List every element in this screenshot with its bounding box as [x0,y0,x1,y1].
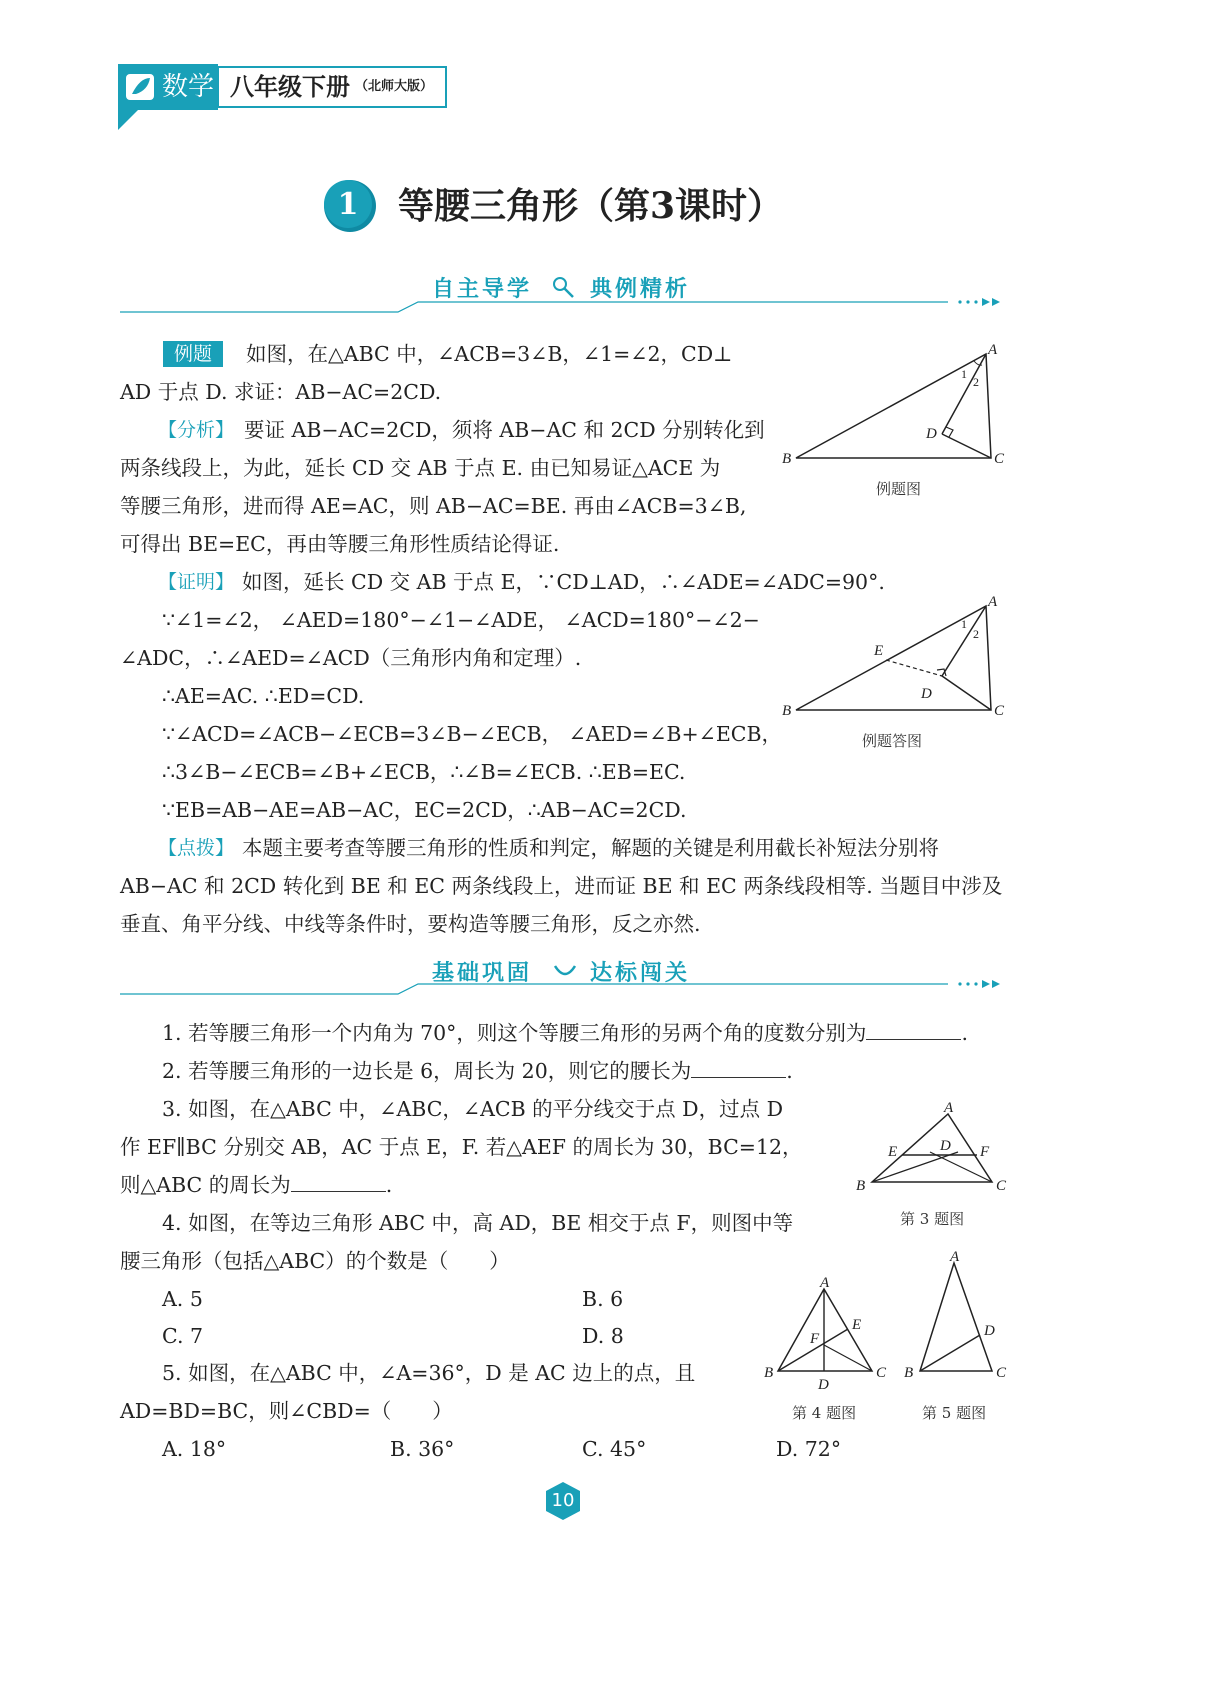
section2-right: 达标闯关 [590,961,691,986]
svg-text:C: C [994,451,1005,467]
svg-text:B: B [764,1365,774,1381]
example-answer-figure [778,590,1008,725]
svg-text:E: E [852,1317,862,1333]
svg-text:E: E [888,1144,898,1160]
question-3-line3: 则△ABC 的周长为 . [120,1165,392,1206]
svg-text:C: C [876,1365,887,1381]
svg-text:A: A [988,342,998,358]
question-2-text: 2. 若等腰三角形的一边长是 6，周长为 20，则它的腰长为 [162,1059,692,1083]
svg-text:D: D [926,426,937,442]
proof-line2: ∵∠1=∠2， ∠AED=180°−∠1−∠ADE， ∠ACD=180°−∠2− [162,608,760,632]
svg-text:1: 1 [961,617,967,631]
svg-text:D: D [921,686,932,702]
example-figure [778,338,1008,478]
proof-line4: ∴AE=AC. ∴ED=CD. [162,684,365,708]
analysis-line4: 可得出 BE=EC，再由等腰三角形性质结论得证. [120,532,560,556]
svg-text:B: B [782,451,792,467]
tip-line2: AB−AC 和 2CD 转化到 BE 和 EC 两条线段上，进而证 BE 和 EC 两条线段相等. 当题目中涉及 [120,874,1003,898]
lesson-number: 1 [337,187,359,222]
proof-tag: 【证明】 [158,571,235,593]
edition-label: （北师大版） [355,79,434,94]
question-5-line1: 5. 如图，在△ABC 中，∠A=36°，D 是 AC 边上的点，且 [162,1361,696,1385]
subject-label: 数学 [162,72,215,102]
svg-text:D: D [818,1377,829,1393]
tip-line3: 垂直、角平分线、中线等条件时，要构造等腰三角形，反之亦然. [120,912,701,936]
question-4-line1: 4. 如图，在等边三角形 ABC 中，高 AD，BE 相交于点 F，则图中等 [162,1211,794,1235]
section1-right: 典例精析 [590,277,691,302]
tip-line1: 本题主要考查等腰三角形的性质和判定，解题的关键是利用截长补短法分别将 [242,836,939,860]
svg-text:D: D [984,1323,995,1339]
svg-text:A: A [950,1249,960,1265]
analysis-line1: 要证 AB−AC=2CD，须将 AB−AC 和 2CD 分别转化到 [244,418,765,442]
svg-text:F: F [980,1144,990,1160]
svg-text:2: 2 [973,375,979,389]
svg-text:A: A [820,1275,830,1291]
example-tag-label: 例题 [173,343,212,365]
svg-text:B: B [904,1365,914,1381]
question-4-option-d[interactable]: D. 8 [582,1324,624,1348]
answer-blank[interactable] [691,1055,786,1078]
answer-blank[interactable] [866,1017,961,1040]
example-figure-caption: 例题图 [876,480,922,498]
analysis-line3: 等腰三角形，进而得 AE=AC，则 AB−AC=BE. 再由∠ACB=3∠B, [120,494,747,518]
example-problem-line2: AD 于点 D. 求证：AB−AC=2CD. [120,380,442,404]
answer-blank[interactable] [291,1169,386,1192]
question-5-line2: AD=BD=BC，则∠CBD=（ ） [120,1399,453,1423]
question-3-figure-caption: 第 3 题图 [900,1210,965,1228]
question-5-figure-caption: 第 5 题图 [922,1404,987,1422]
section2-left: 基础巩固 [432,961,533,986]
question-2: 2. 若等腰三角形的一边长是 6，周长为 20，则它的腰长为 . [162,1051,793,1092]
section1-divider [118,296,1008,316]
question-1: 1. 若等腰三角形一个内角为 70°，则这个等腰三角形的另两个角的度数分别为 . [162,1013,968,1054]
proof-line7: ∵EB=AB−AE=AB−AC，EC=2CD，∴AB−AC=2CD. [162,798,687,822]
proof-line5: ∵∠ACD=∠ACB−∠ECB=3∠B−∠ECB， ∠AED=∠B+∠ECB， [162,722,783,746]
section1-left: 自主导学 [432,277,533,302]
svg-text:2: 2 [973,627,979,641]
question-4-figure-caption: 第 4 题图 [792,1404,857,1422]
svg-text:C: C [996,1178,1007,1194]
svg-text:D: D [940,1138,951,1154]
question-4-option-c[interactable]: C. 7 [162,1324,204,1348]
question-5-option-b[interactable]: B. 36° [390,1437,455,1461]
analysis-tag: 【分析】 [158,419,235,441]
question-3-figure [850,1098,1010,1198]
question-5-option-d[interactable]: D. 72° [776,1437,842,1461]
svg-text:C: C [994,703,1005,719]
svg-text:B: B [856,1178,866,1194]
question-3-line1: 3. 如图，在△ABC 中，∠ABC，∠ACB 的平分线交于点 D，过点 D [162,1097,784,1121]
question-1-text: 1. 若等腰三角形一个内角为 70°，则这个等腰三角形的另两个角的度数分别为 [162,1021,867,1045]
question-4-option-a[interactable]: A. 5 [162,1287,203,1311]
svg-text:A: A [988,594,998,610]
lesson-title: 等腰三角形（第3课时） [398,185,784,227]
question-4-line2: 腰三角形（包括△ABC）的个数是（ ） [120,1249,510,1273]
svg-text:1: 1 [961,367,967,381]
example-problem-line1: 如图，在△ABC 中，∠ACB=3∠B，∠1=∠2，CD⊥ [246,342,733,366]
question-5-option-a[interactable]: A. 18° [162,1437,227,1461]
example-answer-figure-caption: 例题答图 [862,732,923,750]
question-4-option-b[interactable]: B. 6 [582,1287,624,1311]
analysis-line2: 两条线段上，为此，延长 CD 交 AB 于点 E. 由已知易证△ACE 为 [120,456,721,480]
svg-text:F: F [810,1331,820,1347]
section2-divider [118,978,1008,998]
svg-text:B: B [782,703,792,719]
question-5-figure [900,1245,1015,1395]
question-5-option-c[interactable]: C. 45° [582,1437,647,1461]
proof-line6: ∴3∠B−∠ECB=∠B+∠ECB，∴∠B=∠ECB. ∴EB=EC. [162,760,686,784]
svg-text:C: C [996,1365,1007,1381]
grade-label: 八年级下册 [230,72,350,101]
tip-tag: 【点拨】 [158,837,235,859]
question-4-figure [760,1275,890,1395]
question-3-line2: 作 EF∥BC 分别交 AB，AC 于点 E，F. 若△AEF 的周长为 30，BC=12， [120,1135,803,1159]
page-number: 10 [551,1490,575,1511]
proof-line1: 如图，延长 CD 交 AB 于点 E，∵CD⊥AD，∴∠ADE=∠ADC=90°. [242,570,885,594]
svg-text:E: E [874,643,884,659]
question-3-line3-text: 则△ABC 的周长为 [120,1173,291,1197]
svg-text:A: A [944,1100,954,1116]
proof-line3: ∠ADC，∴∠AED=∠ACD（三角形内角和定理）. [120,646,582,670]
